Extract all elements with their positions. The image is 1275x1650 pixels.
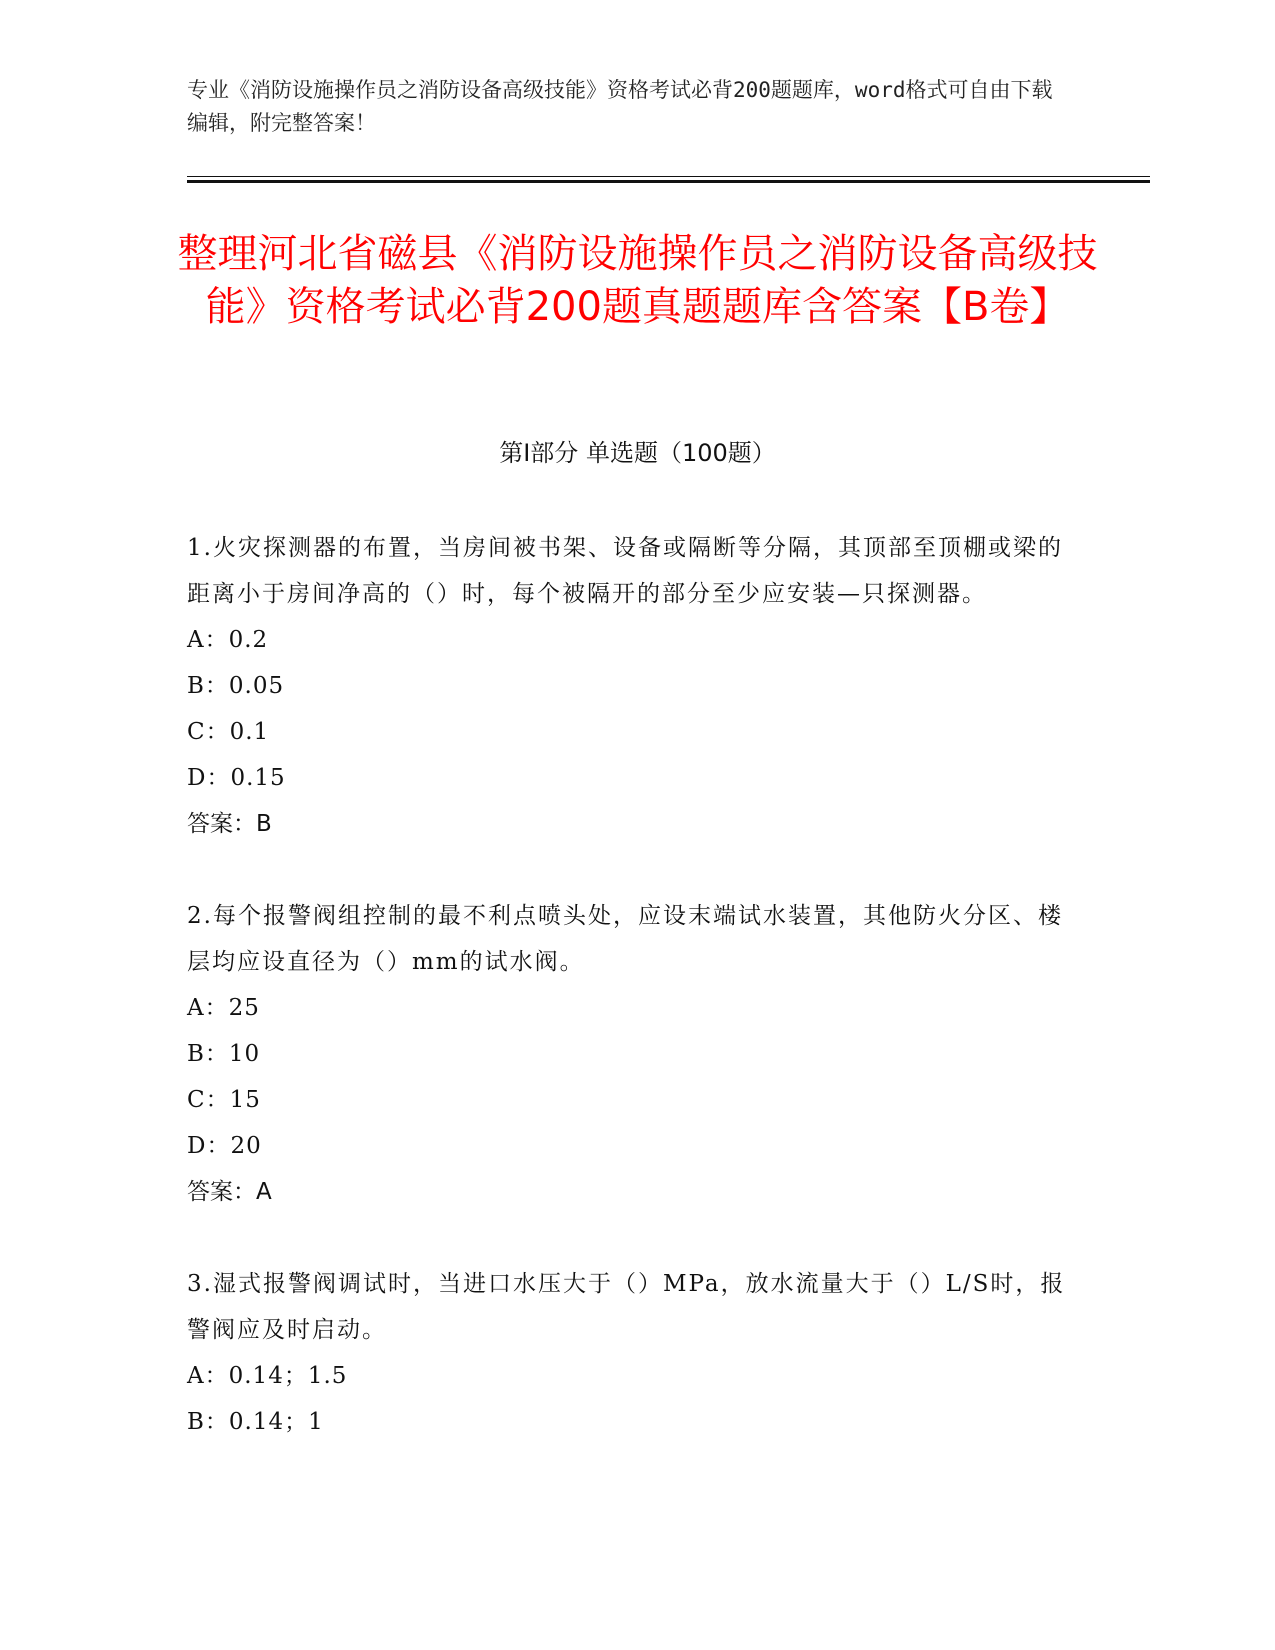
- option-b: B：10: [187, 1041, 261, 1067]
- question-text: 3.湿式报警阀调试时，当进口水压大于（）MPa，放水流量大于（）L/S时，报警阀应及时启动。: [187, 1271, 1066, 1343]
- option-c: C：0.1: [187, 719, 270, 745]
- option-d: D：0.15: [187, 765, 286, 791]
- answer-line: 答案：B: [187, 811, 272, 837]
- option-c: C：15: [187, 1087, 261, 1113]
- option-a: A：25: [187, 995, 260, 1021]
- header-divider-thin: [187, 176, 1150, 177]
- question-list: [187, 525, 1067, 1491]
- option-d: D：20: [187, 1133, 262, 1159]
- document-title: 整理河北省磁县《消防设施操作员之消防设备高级技能》资格考试必背200题真题题库含答案【B卷】: [177, 231, 1098, 330]
- option-b: B：0.05: [187, 673, 285, 699]
- header-note: 专业《消防设施操作员之消防设备高级技能》资格考试必背200题题库，word格式可自由下载编辑，附完整答案！: [187, 78, 1053, 135]
- question-item: [187, 525, 1067, 847]
- header-divider-thick: [187, 180, 1150, 183]
- option-b: B：0.14；1: [187, 1409, 324, 1435]
- question-item: [187, 1261, 1067, 1445]
- question-text: 2.每个报警阀组控制的最不利点喷头处，应设末端试水装置，其他防火分区、楼层均应设直径为（）mm的试水阀。: [187, 903, 1063, 975]
- section-heading: 第I部分 单选题（100题）: [499, 439, 776, 467]
- option-a: A：0.2: [187, 627, 269, 653]
- question-item: [187, 893, 1067, 1215]
- question-text: 1.火灾探测器的布置，当房间被书架、设备或隔断等分隔，其顶部至顶棚或梁的距离小于房间净高的（）时，每个被隔开的部分至少应安装—只探测器。: [187, 535, 1063, 607]
- option-a: A：0.14；1.5: [187, 1363, 348, 1389]
- answer-line: 答案：A: [187, 1179, 272, 1205]
